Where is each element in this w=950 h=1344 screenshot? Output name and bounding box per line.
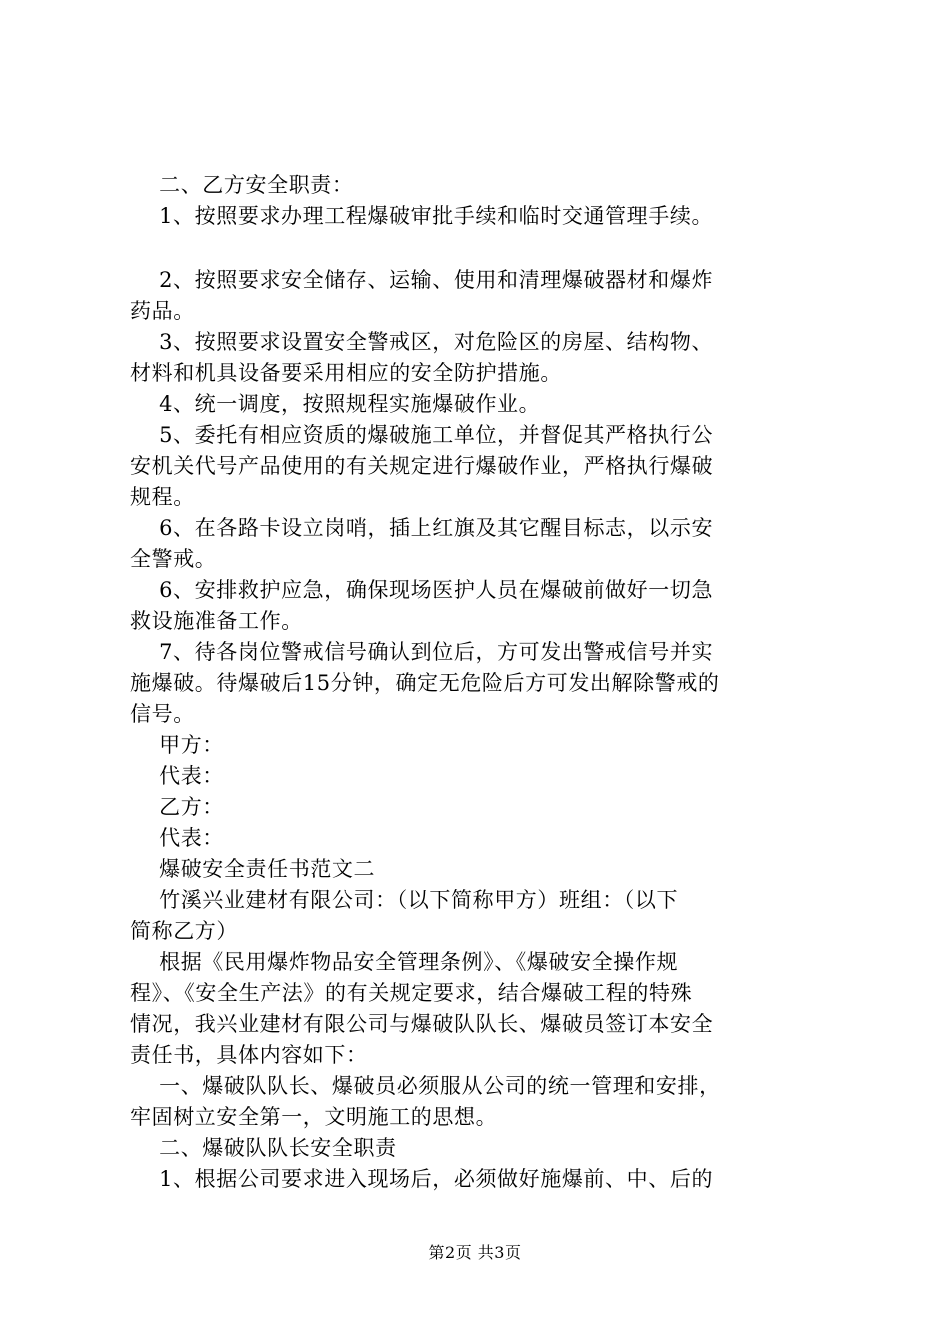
text-line: 1、按照要求办理工程爆破审批手续和临时交通管理手续。 — [130, 204, 714, 228]
text-line: 全警戒。 — [130, 547, 217, 571]
document-body — [130, 170, 830, 1195]
text-line: 6、在各路卡设立岗哨，插上红旗及其它醒目标志，以示安 — [130, 516, 714, 540]
signature-label-representative: 代表： — [130, 764, 224, 788]
text-line: 规程。 — [130, 485, 195, 509]
text-line: 情况，我兴业建材有限公司与爆破队队长、爆破员签订本安全 — [130, 1012, 714, 1036]
section-heading: 爆破安全责任书范文二 — [130, 857, 376, 881]
text-line: 1、根据公司要求进入现场后，必须做好施爆前、中、后的 — [130, 1167, 714, 1191]
text-line: 简称乙方） — [130, 919, 238, 943]
text-line: 7、待各岗位警戒信号确认到位后，方可发出警戒信号并实 — [130, 640, 714, 664]
signature-label-party-a: 甲方： — [130, 733, 224, 757]
text-line: 救设施准备工作。 — [130, 609, 303, 633]
text-line: 2、按照要求安全储存、运输、使用和清理爆破器材和爆炸 — [130, 268, 714, 292]
signature-label-party-b: 乙方： — [130, 795, 224, 819]
text-line: 一、爆破队队长、爆破员必须服从公司的统一管理和安排， — [130, 1074, 721, 1098]
text-line: 牢固树立安全第一，文明施工的思想。 — [130, 1105, 498, 1129]
signature-label-representative: 代表： — [130, 826, 224, 850]
text-line: 4、统一调度，按照规程实施爆破作业。 — [130, 392, 541, 416]
text-line: 材料和机具设备要采用相应的安全防护措施。 — [130, 361, 562, 385]
text-line: 6、安排救护应急，确保现场医护人员在爆破前做好一切急 — [130, 578, 714, 602]
text-line: 二、乙方安全职责： — [130, 173, 354, 197]
text-line: 根据《民用爆炸物品安全管理条例》、《爆破安全操作规 — [130, 950, 679, 974]
page-number-footer: 第2页 共3页 — [428, 1243, 522, 1262]
text-line: 药品。 — [130, 299, 195, 323]
text-line: 安机关代号产品使用的有关规定进行爆破作业，严格执行爆破 — [130, 454, 714, 478]
text-line: 二、爆破队队长安全职责 — [130, 1136, 397, 1160]
text-line: 责任书，具体内容如下： — [130, 1043, 368, 1067]
text-line: 3、按照要求设置安全警戒区，对危险区的房屋、结构物、 — [130, 330, 714, 354]
text-line: 5、委托有相应资质的爆破施工单位，并督促其严格执行公 — [130, 423, 714, 447]
text-line: 施爆破。待爆破后15分钟，确定无危险后方可发出解除警戒的 — [130, 671, 720, 695]
text-line: 竹溪兴业建材有限公司：（以下简称甲方）班组：（以下 — [130, 888, 679, 912]
text-line: 程》、《安全生产法》的有关规定要求，结合爆破工程的特殊 — [130, 981, 693, 1005]
text-line: 信号。 — [130, 702, 195, 726]
